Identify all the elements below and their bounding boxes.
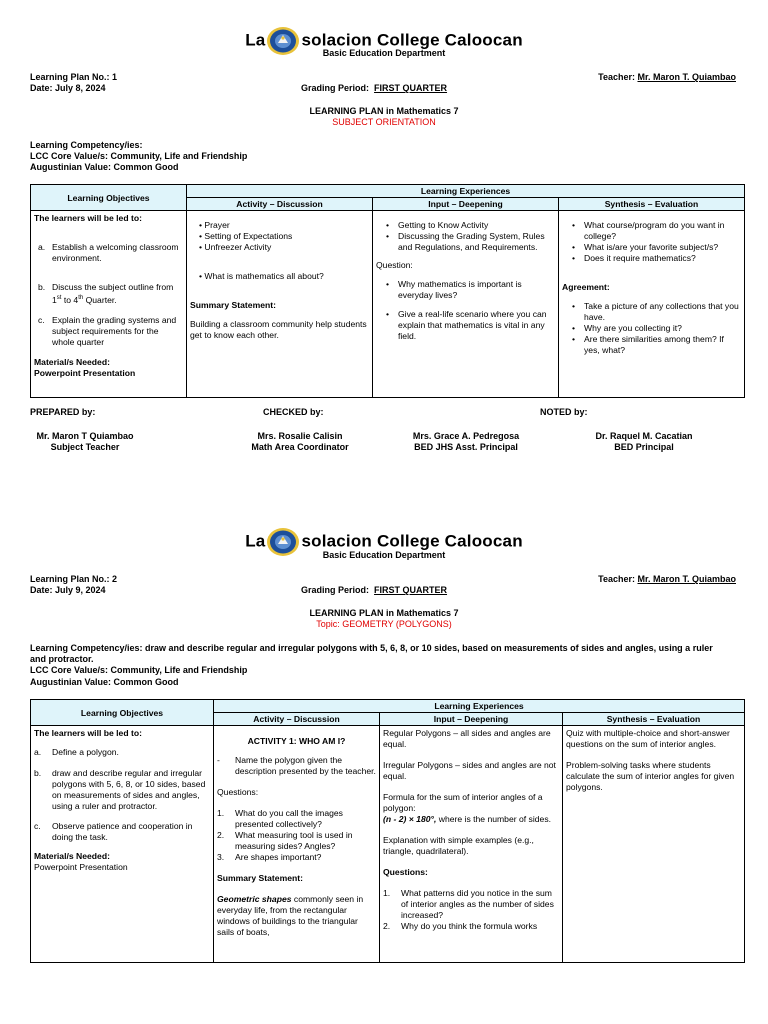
checked-label: CHECKED by: — [263, 407, 324, 417]
synthesis-cell — [559, 211, 745, 398]
input-item: • Discussing the Grading System, Rules and Regulations, and Requirements. — [398, 231, 555, 253]
activity-cell — [214, 726, 380, 963]
input-question-label: 1. — [383, 888, 391, 898]
augustinian-value: Augustinian Value: Common Good — [30, 162, 179, 172]
header-objectives: Learning Objectives — [31, 700, 214, 726]
activity-item-text: Setting of Expectations — [204, 231, 293, 241]
signatory — [240, 431, 360, 453]
school-title-left: La — [245, 531, 266, 551]
activity-question-text: What measuring tool is used in measuring sides? Angles? — [235, 830, 353, 851]
synthesis-item: • Does it require mathematics? — [584, 253, 741, 264]
explanation: Explanation with simple examples (e.g., triangle, quadrilateral). — [383, 835, 534, 856]
input-question — [383, 921, 559, 932]
signatory — [584, 431, 704, 453]
summary-label: Summary Statement: — [190, 300, 276, 310]
department: Basic Education Department — [322, 550, 446, 560]
synthesis-problem-solving: Problem-solving tasks where students calculate the sum of interior angles for given polygons. — [566, 760, 735, 792]
objective-b-text: draw and describe regular and irregular polygons with 5, 6, 8, or 10 sides, based on measurements of sides and angles, using a ruler and protractor. — [52, 768, 206, 811]
signatory — [30, 431, 140, 453]
input-questions — [376, 279, 555, 342]
regular-polygons: Regular Polygons – all sides and angles are equal. — [383, 728, 551, 749]
input-question-text: Why do you think the formula works — [401, 921, 538, 931]
activity-question — [217, 808, 376, 830]
teacher — [598, 72, 736, 83]
activity-question-label: 2. — [217, 830, 225, 840]
grading-period-value: FIRST QUARTER — [374, 83, 448, 93]
activity-instruction — [217, 755, 376, 777]
formula — [383, 814, 559, 825]
activity-item: • Unfreezer Activity — [199, 242, 272, 252]
input-questions-label: Questions: — [383, 867, 428, 877]
agreement-item: • Take a picture of any collections that you have. — [584, 301, 741, 323]
objective-c — [34, 315, 183, 348]
prepared-label: PREPARED by: — [30, 407, 96, 417]
activity-question-text: What is mathematics all about? — [204, 271, 324, 281]
activity-question-label: 1. — [217, 808, 225, 818]
input-cell — [380, 726, 563, 963]
grading-period — [301, 585, 447, 596]
summary-emphasis: Geometric shapes — [217, 894, 292, 904]
activity-question-text: What do you call the images presented collectively? — [235, 808, 343, 829]
plan-number: Learning Plan No.: 2 — [30, 574, 118, 584]
objective-c — [34, 821, 210, 843]
signatory-name: Dr. Raquel M. Cacatian — [595, 431, 693, 441]
agreement-item: • Why are you collecting it? — [584, 323, 741, 334]
grading-period-label: Grading Period: — [301, 83, 370, 93]
core-values: LCC Core Value/s: Community, Life and Friendship — [30, 151, 248, 161]
signatory-role: Math Area Coordinator — [251, 442, 349, 452]
questions-label: Questions: — [217, 787, 259, 797]
question-label: Question: — [376, 260, 413, 270]
objective-c-label: c. — [38, 314, 45, 325]
teacher-name: Mr. Maron T. Quiambao — [637, 72, 736, 82]
activity-item-text: Unfreezer Activity — [204, 242, 272, 252]
objective-b-label: b. — [34, 768, 42, 778]
header-input: Input – Deepening — [380, 713, 563, 726]
school-title-right: solacion College Caloocan — [301, 531, 523, 551]
objective-b — [34, 768, 210, 812]
summary-text: Building a classroom community help students get to know each other. — [190, 319, 367, 340]
objective-a-label: a. — [34, 747, 42, 757]
header-experiences: Learning Experiences — [187, 185, 745, 198]
objectives-lead: The learners will be led to: — [34, 728, 142, 738]
irregular-polygons: Irregular Polygons – sides and angles are not equal. — [383, 760, 556, 781]
agreement-label: Agreement: — [562, 282, 610, 292]
summary-label: Summary Statement: — [217, 873, 303, 883]
header-activity: Activity – Discussion — [187, 198, 373, 211]
objective-a — [34, 747, 210, 758]
teacher-label: Teacher: — [598, 72, 635, 82]
activity-dash: - — [217, 755, 220, 765]
input-question — [383, 888, 559, 921]
competency: Learning Competency/ies: — [30, 140, 143, 150]
input-question-label: 2. — [383, 921, 391, 931]
signatory-role: BED JHS Asst. Principal — [414, 442, 518, 452]
synthesis-cell — [563, 726, 745, 963]
formula-expression: (n - 2) × 180°, — [383, 814, 437, 824]
teacher-name: Mr. Maron T. Quiambao — [637, 574, 736, 584]
teacher-label: Teacher: — [598, 574, 635, 584]
activity-question-text: Are shapes important? — [235, 852, 322, 862]
objectives-cell — [31, 211, 187, 398]
activity-item: • Prayer — [199, 220, 230, 230]
plan-date: Date: July 9, 2024 — [30, 585, 106, 595]
teacher — [598, 574, 736, 585]
objective-b-text-post: Quarter. — [83, 294, 117, 305]
materials-label: Material/s Needed: — [34, 851, 110, 861]
activity-instruction-text: Name the polygon given the description presented by the teacher. — [235, 755, 376, 776]
formula-intro: Formula for the sum of interior angles of a polygon: — [383, 792, 543, 813]
activity-question — [217, 830, 376, 852]
signatory-role: BED Principal — [614, 442, 674, 452]
core-values: LCC Core Value/s: Community, Life and Friendship — [30, 665, 248, 675]
input-item: • Getting to Know Activity — [398, 220, 555, 231]
input-question-text: What patterns did you notice in the sum of interior angles as the number of sides increased? — [401, 888, 554, 920]
agreement-items — [562, 301, 741, 356]
synthesis-quiz: Quiz with multiple-choice and short-answer questions on the sum of interior angles. — [566, 728, 730, 749]
objectives-cell — [31, 726, 214, 963]
summary-rest: commonly seen in everyday life, from the rectangular windows of buildings to the triangular sails of boats, — [217, 894, 364, 937]
signatory-role: Subject Teacher — [50, 442, 120, 452]
competency: Learning Competency/ies: draw and describe regular and irregular polygons with 5, 6, 8, or 10 sides, based on measurements of sides and angles, using a ruler and protractor. — [30, 643, 713, 664]
summary-text — [217, 894, 376, 938]
synthesis-item: • What is/are your favorite subject/s? — [584, 242, 741, 253]
input-cell — [373, 211, 559, 398]
objective-a-text: Establish a welcoming classroom environment. — [52, 242, 179, 263]
header-experiences: Learning Experiences — [214, 700, 745, 713]
objective-a — [34, 242, 183, 264]
input-question: • Give a real-life scenario where you can explain that mathematics is vital in any field. — [398, 309, 555, 342]
objective-b-sup2: th — [78, 295, 84, 301]
input-question: • Why mathematics is important is everyday lives? — [398, 279, 555, 301]
objective-c-label: c. — [34, 821, 41, 831]
objective-c-text: Explain the grading systems and subject requirements for the whole quarter — [52, 314, 177, 347]
header-synthesis: Synthesis – Evaluation — [559, 198, 745, 211]
objective-b — [34, 282, 183, 306]
objective-a-label: a. — [38, 242, 46, 252]
grading-period — [301, 83, 447, 94]
materials-value: Powerpoint Presentation — [34, 367, 136, 378]
activity-item: • Setting of Expectations — [199, 231, 293, 241]
synthesis-item: • What course/program do you want in college? — [584, 220, 741, 242]
learning-plan-table — [30, 184, 745, 398]
signatory-name: Mrs. Rosalie Calisin — [257, 431, 343, 441]
plan-title: LEARNING PLAN in Mathematics 7 — [309, 608, 459, 618]
objective-b-sup1: st — [56, 295, 62, 301]
plan-subtitle: SUBJECT ORIENTATION — [332, 117, 436, 127]
activity-item-text: Prayer — [204, 220, 230, 230]
synthesis-items — [562, 220, 741, 264]
objective-a-text: Define a polygon. — [52, 747, 119, 757]
plan-number: Learning Plan No.: 1 — [30, 72, 118, 82]
department: Basic Education Department — [322, 48, 446, 58]
plan-title: LEARNING PLAN in Mathematics 7 — [309, 106, 459, 116]
activity-title: ACTIVITY 1: WHO AM I? — [247, 736, 346, 746]
objective-b-text-mid: to 4 — [61, 294, 79, 305]
plan-date: Date: July 8, 2024 — [30, 83, 106, 93]
learning-plan-table — [30, 699, 745, 963]
objectives-lead: The learners will be led to: — [34, 213, 142, 223]
school-title-left: La — [245, 30, 266, 50]
objective-c-text: Observe patience and cooperation in doing the task. — [52, 821, 193, 842]
school-title-right: solacion College Caloocan — [301, 30, 523, 50]
header-synthesis: Synthesis – Evaluation — [563, 713, 745, 726]
activity-question-label: 3. — [217, 852, 225, 862]
augustinian-value: Augustinian Value: Common Good — [30, 677, 179, 687]
activity-question — [217, 852, 376, 863]
materials-label: Material/s Needed: — [34, 356, 110, 367]
formula-rest: where is the number of sides. — [436, 814, 551, 824]
grading-period-value: FIRST QUARTER — [374, 585, 448, 595]
header-activity: Activity – Discussion — [214, 713, 380, 726]
signatory-name: Mrs. Grace A. Pedregosa — [412, 431, 520, 441]
input-items — [376, 220, 555, 253]
activity-cell — [187, 211, 373, 398]
header-input: Input – Deepening — [373, 198, 559, 211]
grading-period-label: Grading Period: — [301, 585, 370, 595]
objective-b-label: b. — [38, 282, 46, 292]
materials-value: Powerpoint Presentation — [34, 862, 128, 872]
signatory — [408, 431, 524, 453]
header-objectives: Learning Objectives — [31, 185, 187, 211]
noted-label: NOTED by: — [540, 407, 588, 417]
activity-question: • What is mathematics all about? — [199, 271, 324, 281]
signatory-name: Mr. Maron T Quiambao — [36, 431, 134, 441]
agreement-item: • Are there similarities among them? If yes, what? — [584, 334, 741, 356]
plan-subtitle: Topic: GEOMETRY (POLYGONS) — [316, 619, 452, 629]
objective-b-text-pre: Discuss the subject outline from 1 — [52, 282, 174, 305]
